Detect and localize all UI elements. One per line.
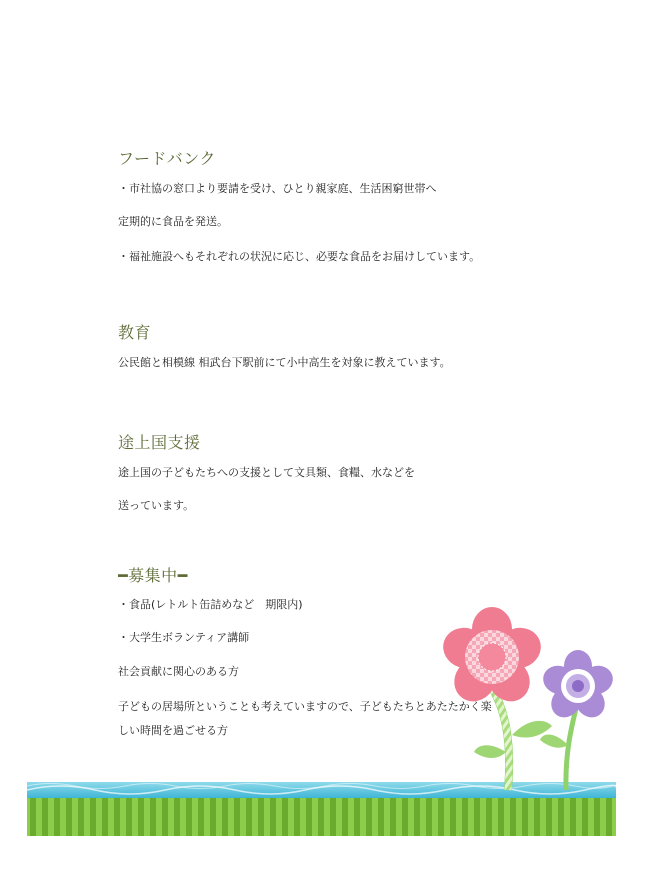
recruiting-line-3: 社会貢献に関心のある方: [118, 665, 239, 678]
education-line-1: 公民館と相模線 相武台下駅前にて小中高生を対象に教えています。: [118, 356, 451, 369]
recruiting-line-5: しい時間を過ごせる方: [118, 724, 228, 737]
purple-flower-icon: [539, 650, 616, 790]
grass-band: [27, 798, 616, 836]
heading-education: 教育: [118, 323, 152, 342]
heading-overseas-support: 途上国支援: [118, 433, 201, 452]
water-band: [27, 782, 616, 798]
food-bank-line-3: ・福祉施設へもそれぞれの状況に応じ、必要な食品をお届けしています。: [118, 250, 481, 263]
overseas-line-2: 送っています。: [118, 499, 195, 512]
heading-food-bank: フードバンク: [118, 149, 216, 168]
food-bank-line-2: 定期的に食品を発送。: [118, 215, 228, 228]
pink-flower-icon: [438, 607, 552, 790]
food-bank-line-1: ・市社協の窓口より要請を受け、ひとり親家庭、生活困窮世帯へ: [118, 182, 437, 195]
recruiting-line-1: ・食品(レトルト缶詰めなど 期限内): [118, 598, 303, 611]
overseas-line-1: 途上国の子どもたちへの支援として文具類、食糧、水などを: [118, 466, 415, 479]
recruiting-line-4: 子どもの居場所ということも考えていますので、子どもたちとあたたかく楽: [118, 700, 492, 713]
recruiting-line-2: ・大学生ボランティア講師: [118, 631, 250, 644]
heading-recruiting: ━募集中━: [118, 566, 188, 585]
